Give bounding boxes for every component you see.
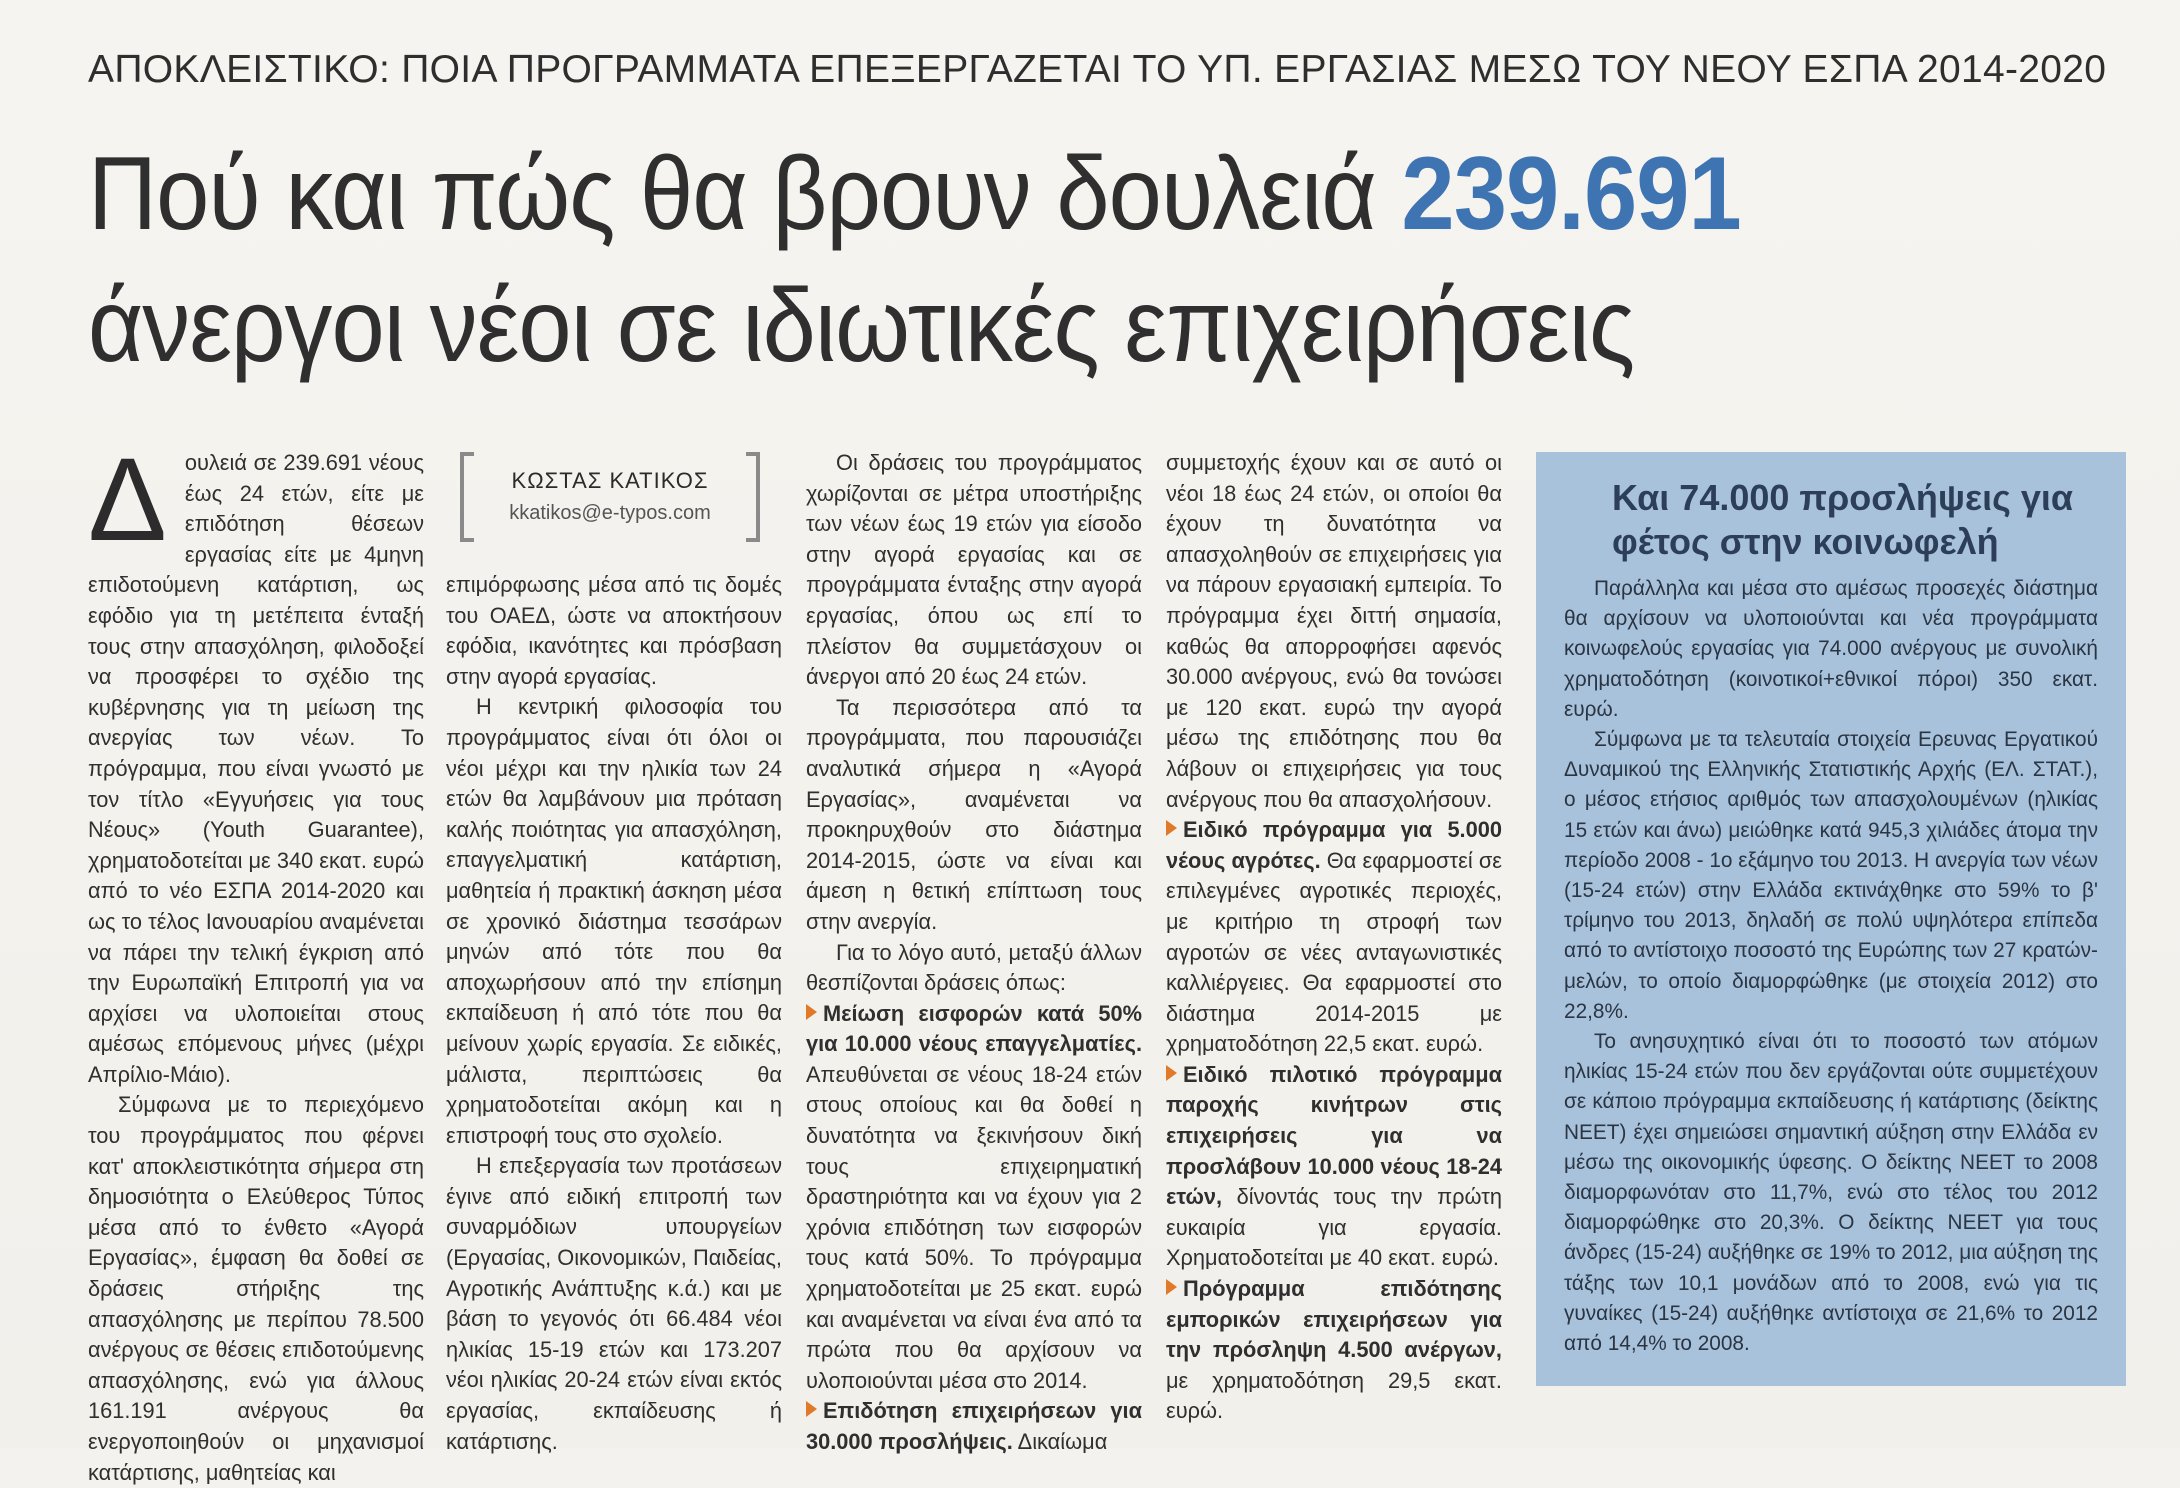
article-column-3 [806,448,1142,1458]
bullet-text: με χρηματοδότηση 29,5 εκατ. ευρώ. [1166,1367,1502,1424]
article-paragraph: συμμετοχής έχουν και σε αυτό οι νέοι 18 έως 24 ετών, οι οποίοι θα έχουν τη δυνατότητα να απασχοληθούν σε επιχειρήσεις για να πάρουν εργασιακή εμπειρία. Το πρόγραμμα έχει διττή σημασία, καθώς θα απορροφήσει αφενός 30.000 ανέργους, ενώ θα τονώσει με 120 εκατ. ευρώ την αγορά μέσω της επιδότησης που θα λάβουν οι επιχειρήσεις για τους ανέργους που θα απασχολήσουν. [1166,450,1502,812]
article-paragraph: Για το λόγο αυτό, μεταξύ άλλων θεσπίζονται δράσεις όπως: [806,939,1142,996]
author-email: kkatikos@e-typos.com [509,502,711,524]
article-paragraph: Τα περισσότερα από τα προγράμματα, που παρουσιάζει αναλυτικά σήμερα η «Αγορά Εργασίας», αναμένεται να προκηρυχθούν στο διάστημα 2014-2015, ώστε να είναι και άμεση η θετική επίπτωση τους στην ανεργία. [806,694,1142,934]
bullet-heading: Επιδότηση επιχειρήσεων για 30.000 προσλήψεις. [806,1398,1142,1454]
article-column-2 [446,570,782,1457]
bullet-heading: Μείωση εισφορών κατά 50% για 10.000 νέους επαγγελματίες. [806,1000,1142,1057]
bullet-text: Απευθύνεται σε νέους 18-24 ετών στους οποίους και θα δοθεί η δυνατότητα να ξεκινήσουν δική τους επιχειρηματική δραστηριότητα και να έχουν για 2 χρόνια επιδότηση των εισφορών τους κατά 50%. Το πρόγραμμα χρηματοδοτείται με 25 εκατ. ευρώ και αναμένεται να είναι ένα από τα πρώτα που θα αρχίσουν να υλοποιούνται μέσα στο 2014. [806,1061,1142,1393]
bullet-item [1166,1274,1502,1427]
sidebar-paragraph: Παράλληλα και μέσα στο αμέσως προσεχές διάστημα θα αρχίσουν να υλοποιούνται και νέα προγράμματα κοινωφελούς εργασίας για 74.000 ανέργους με συνολική χρηματοδότηση (κοινοτικοί+εθνικοί πόροι) 350 εκατ. ευρώ. [1564,577,2098,721]
bullet-text: Δικαίωμα [1012,1429,1108,1454]
bullet-item [1166,1060,1502,1274]
sidebar-paragraph: Σύμφωνα με τα τελευταία στοιχεία Ερευνας Εργατικού Δυναμικού της Ελληνικής Στατιστικής Αρχής (ΕΛ. ΣΤΑΤ.), ο μέσος ετήσιος αριθμός των απασχολουμένων (ηλικίας 15 ετών και άνω) μειώθηκε κατά 945,3 χιλιάδες άτομα την περίοδο 2008 - 1ο εξάμηνο του 2013. Η ανεργία των νέων (15-24 ετών) στην Ελλάδα εκτινάχθηκε στο 59% το β' τρίμηνο του 2013, δηλαδή σε πολύ υψηλότερα επίπεδα από το αντίστοιχο ποσοστό της Ευρώπης των 27 κρατών-μελών, το οποίο διαμορφώθηκε (με στοιχεία 2012) στο 22,8%. [1564,728,2098,1023]
arrow-bullet-icon [1166,1065,1177,1081]
headline-number: 239.691 [1401,136,1741,252]
bullet-heading: Ειδικό πρόγραμμα για 5.000 νέους αγρότες. [1166,817,1502,873]
kicker-line: ΑΠΟΚΛΕΙΣΤΙΚΟ: ΠΟΙΑ ΠΡΟΓΡΑΜΜΑΤΑ ΕΠΕΞΕΡΓΑΖΕΤΑΙ ΤΟ ΥΠ. ΕΡΓΑΣΙΑΣ ΜΕΣΩ ΤΟΥ ΝΕΟΥ ΕΣΠΑ 2014-2020 [88,48,2107,91]
article-column-1 [88,434,424,1488]
byline [460,452,760,548]
sidebar-body [1564,574,2098,1359]
headline-line-1-text: Πού και πώς θα βρουν δουλειά [88,136,1402,252]
headline [88,128,1992,392]
article-column-4 [1166,448,1502,1427]
bullet-item [1166,815,1502,1060]
bullet-item [806,1396,1142,1457]
drop-cap: Δ [88,434,167,566]
article-paragraph: επιμόρφωσης μέσα από τις δομές του ΟΑΕΔ, ώστε να αποκτήσουν εφόδια, ικανότητες και πρόσβαση στην αγορά εργασίας. [446,572,782,689]
article-paragraph: Η επεξεργασία των προτάσεων έγινε από ειδική επιτροπή των συναρμόδιων υπουργείων (Εργασίας, Οικονομικών, Παιδείας, Αγροτικής Ανάπτυξης κ.ά.) και με βάση το γεγονός ότι 66.484 νέοι ηλικίας 15-19 ετών και 173.207 νέοι ηλικίας 20-24 ετών είναι εκτός εργασίας, εκπαίδευσης ή κατάρτισης. [446,1153,782,1454]
arrow-bullet-icon [806,1004,817,1020]
bracket-right [746,452,760,542]
sidebar-paragraph: Το ανησυχητικό είναι ότι το ποσοστό των ατόμων ηλικίας 15-24 ετών που δεν εργάζονται ούτε συμμετέχουν σε κάποιο πρόγραμμα εκπαίδευσης ή κατάρτισης (δείκτης NEET) έχει σημειώσει σημαντική αύξηση στην Ελλάδα εν μέσω της οικονομικής ύφεσης. Ο δείκτης NEET το 2008 διαμορφωνόταν στο 11,7%, ενώ στο τέλος του 2012 διαμορφώθηκε στο 20,3%. Ο δείκτης NEET για τους άνδρες (15-24) αυξήθηκε σε 19% το 2012, μια αύξηση της τάξης των 10,1 μονάδων από το 2008, ενώ για τις γυναίκες (15-24) αυξήθηκε αντίστοιχα σε 21,6% το 2012 από 14,4% το 2008. [1564,1030,2098,1356]
lead-text: ουλειά σε 239.691 νέους έως 24 ετών, είτε με επιδότηση θέσεων εργασίας είτε με 4μηνη επιδοτούμενη κατάρτιση, ως εφόδιο για τη μετέπειτα ένταξή τους στην απασχόληση, φιλοδοξεί να προσφέρει το σχέδιο της κυβέρνησης για τη μείωση της ανεργίας των νέων. Το πρόγραμμα, που είναι γνωστό με τον τίτλο «Εγγυήσεις για τους Νέους» (Youth Guarantee), χρηματοδοτείται με 340 εκατ. ευρώ από το νέο ΕΣΠΑ 2014-2020 και ως το τέλος Ιανουαρίου αναμένεται να πάρει την τελική έγκριση από την Ευρωπαϊκή Επιτροπή για να αρχίσει να υλοποιείται στους αμέσως επόμενους μήνες (μέχρι Απρίλιο-Μάιο). [88,450,424,1087]
article-paragraph: Οι δράσεις του προγράμματος χωρίζονται σε μέτρα υποστήριξης των νέων έως 19 ετών για είσοδο στην αγορά εργασίας και σε προγράμματα ένταξης στην αγορά εργασίας, όπου ως επί το πλείστον θα συμμετάσχουν οι άνεργοι από 20 έως 24 ετών. [806,450,1142,690]
article-paragraph: Η κεντρική φιλοσοφία του προγράμματος είναι ότι όλοι οι νέοι μέχρι και την ηλικία των 24 ετών θα λαμβάνουν μια πρόταση καλής ποιότητας για απασχόληση, επαγγελματική κατάρτιση, μαθητεία ή πρακτική άσκηση μέσα σε χρονικό διάστημα τεσσάρων μηνών από τότε που θα αποχωρήσουν από την επίσημη εκπαίδευση ή από τότε που θα μείνουν χωρίς εργασία. Σε ειδικές, μάλιστα, περιπτώσεις θα χρηματοδοτείται ακόμη και η επιστροφή τους στο σχολείο. [446,694,782,1148]
article-paragraph: Σύμφωνα με το περιεχόμενο του προγράμματος που φέρνει κατ' αποκλειστικότητα σήμερα στη δημοσιότητα ο Ελεύθερος Τύπος μέσα από το ένθετο «Αγορά Εργασίας», έμφαση θα δοθεί σε δράσεις στήριξης της απασχόλησης με περίπου 78.500 ανέργους σε θέσεις επιδοτούμενης απασχόλησης, ενώ για άλλους 161.191 ανέργους θα ενεργοποιηθούν οι μηχανισμοί κατάρτισης, μαθητείας και [88,1092,424,1485]
article-lead-paragraph [88,434,424,1090]
bullet-heading: Ειδικό πιλοτικό πρόγραμμα παροχής κινήτρων στις επιχειρήσεις για να προσλάβουν 10.000 νέους 18-24 ετών, [1166,1061,1502,1210]
bullet-heading: Πρόγραμμα επιδότησης εμπορικών επιχειρήσεων για την πρόσληψη 4.500 ανέργων, [1166,1276,1502,1363]
headline-line-2: άνεργοι νέοι σε ιδιωτικές επιχειρήσεις [88,268,1635,384]
arrow-bullet-icon [1166,1279,1177,1295]
bullet-text: Θα εφαρμοστεί σε επιλεγμένες αγροτικές περιοχές, με κριτήριο τη στροφή των αγροτών σε νέες ανταγωνιστικές καλλιέργειες. Θα εφαρμοστεί στο διάστημα 2014-2015 με χρηματοδότηση 22,5 εκατ. ευρώ. [1166,847,1502,1057]
sidebar-box [1536,452,2126,1386]
sidebar-title: Και 74.000 προσλήψεις για φέτος στην κοινωφελή [1612,477,2073,562]
bullet-item [806,999,1142,1397]
headline-line-1 [88,128,1992,260]
bracket-left [460,452,474,542]
bullet-text: δίνοντάς τους την πρώτη ευκαιρία για εργασία. Χρηματοδοτείται με 40 εκατ. ευρώ. [1166,1184,1502,1271]
arrow-bullet-icon [1166,820,1177,836]
author-name: ΚΩΣΤΑΣ ΚΑΤΙΚΟΣ [511,468,709,493]
arrow-bullet-icon [806,1401,817,1417]
